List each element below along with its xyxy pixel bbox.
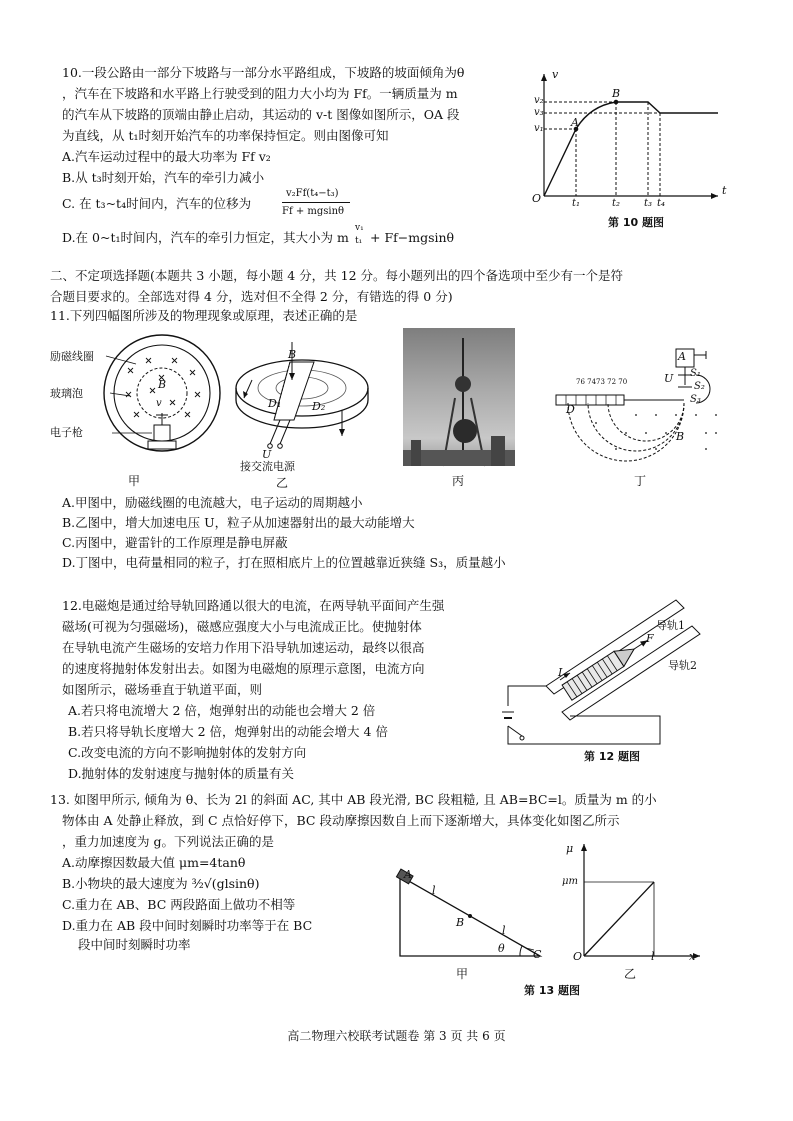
q12-force-f: F <box>646 632 654 645</box>
q10-option-d-den: t₁ <box>355 236 363 246</box>
q11-fig-jia-b: B <box>158 378 167 391</box>
q11-fig-ding-a: A <box>678 350 686 363</box>
q13-fig-jia-l1: l <box>432 884 436 897</box>
q11-fig-yi-d2: D₂ <box>312 400 326 413</box>
q10-point-a: A <box>571 116 579 129</box>
q11-fig-ding-s2: S₂ <box>694 381 705 392</box>
q13-fig-yi-graph <box>570 838 710 968</box>
q11-fig-jia-caption: 甲 <box>128 474 141 488</box>
q11-fig-yi-b: B <box>288 348 297 361</box>
q10-option-c-denominator: Ff + mgsinθ <box>282 206 345 217</box>
section2-heading-line1: 二、不定项选择题(本题共 3 小题，每小题 4 分，共 12 分。每小题列出的四个备选项中至少有一个是符 <box>50 268 624 283</box>
q11-fig-jia-coil-label: 励磁线圈 <box>50 350 94 363</box>
q13-option-d-line1: D.重力在 AB 段中间时刻瞬时功率等于在 BC <box>62 918 313 933</box>
q12-rail2-label: 导轨2 <box>668 659 697 672</box>
q10-stem-line1: 10.一段公路由一部分下坡路与一部分水平路组成，下坡路的坡面倾角为θ <box>62 65 465 80</box>
q11-fig-jia-gun-label: 电子枪 <box>50 426 83 439</box>
q13-option-c: C.重力在 AB、BC 两段路面上做功不相等 <box>62 897 296 912</box>
q11-fig-bing-caption: 丙 <box>452 474 465 488</box>
q11-fig-ding <box>556 345 726 465</box>
q10-option-a: A.汽车运动过程中的最大功率为 Ff v₂ <box>62 149 271 164</box>
q11-fig-jia-bulb-label: 玻璃泡 <box>50 387 83 400</box>
q13-fig-jia-a: A <box>404 868 412 881</box>
q12-stem-line3: 在导轨电流产生磁场的安培力作用下沿导轨加速运动，最终以很高 <box>62 640 425 655</box>
q13-figure-caption: 第 13 题图 <box>524 984 580 997</box>
q11-fig-ding-u: U <box>664 372 674 385</box>
q13-fig-jia-incline <box>392 868 552 968</box>
q11-option-a: A.甲图中，励磁线圈的电流越大，电子运动的周期越小 <box>62 495 363 510</box>
q13-stem-line3: ，重力加速度为 g。下列说法正确的是 <box>62 834 274 849</box>
q10-v3: v₃ <box>534 107 544 118</box>
q13-fig-yi-l: l <box>651 950 655 963</box>
q11-fig-yi-u: U <box>262 448 272 461</box>
q13-option-a: A.动摩擦因数最大值 μm=4tanθ <box>62 855 246 870</box>
q13-fig-jia-caption: 甲 <box>456 967 469 981</box>
q10-v1: v₁ <box>534 123 544 134</box>
page-footer: 高二物理六校联考试题卷 第 3 页 共 6 页 <box>287 1029 506 1043</box>
q11-option-d: D.丁图中，电荷量相同的粒子，打在照相底片上的位置越靠近狭缝 S₃，质量越小 <box>62 555 506 570</box>
q13-fig-yi-o: O <box>573 950 583 963</box>
q10-option-c-numerator: v₂Ff(t₄−t₃) <box>286 188 339 199</box>
q12-option-c: C.改变电流的方向不影响抛射体的发射方向 <box>68 745 307 760</box>
q13-stem-line2: 物体由 A 处静止释放，到 C 点恰好停下，BC 段动摩擦因数自上而下逐渐增大，具体变化如图乙所示 <box>62 813 620 828</box>
q10-option-b: B.从 t₃时刻开始，汽车的牵引力减小 <box>62 170 265 185</box>
q11-fig-yi <box>232 340 382 460</box>
q12-stem-line2: 磁场(可视为匀强磁场)，磁感应强度大小与电流成正比。使抛射体 <box>62 619 422 634</box>
q11-fig-ding-s1: S₁ <box>690 368 701 379</box>
q11-fig-bing-tower-photo <box>403 328 515 466</box>
q10-stem-line2: ，汽车在下坡路和水平路上行驶受到的阻力大小均为 Ff。一辆质量为 m <box>62 86 458 101</box>
q13-fig-jia-b: B <box>456 916 465 929</box>
q11-fig-yi-source: 接交流电源 <box>240 460 295 473</box>
q10-option-c: C. 在 t₃~t₄时间内，汽车的位移为 <box>62 196 252 211</box>
q10-stem-line3: 的汽车从下坡路的顶端由静止启动，其运动的 v-t 图像如图所示，OA 段 <box>62 107 460 122</box>
q11-fig-ding-d: D <box>566 403 575 416</box>
q11-fig-ding-s3: S₃ <box>690 394 701 405</box>
q10-t3: t₃ <box>644 198 653 209</box>
q10-axis-v: v <box>552 68 559 81</box>
q12-rail1-label: 导轨1 <box>656 619 685 632</box>
q12-figure-caption: 第 12 题图 <box>584 750 640 763</box>
q10-point-b: B <box>612 87 621 100</box>
q10-option-d-tail: + Ff−mgsinθ <box>370 230 455 245</box>
q11-fig-ding-b: B <box>676 430 685 443</box>
q13-fig-yi-mu: μ <box>566 842 574 855</box>
q11-stem: 11.下列四幅图所涉及的物理现象或原理，表述正确的是 <box>50 308 358 323</box>
q12-stem-line5: 如图所示，磁场垂直于轨道平面，则 <box>62 682 263 697</box>
q11-fig-ding-scale: 76 7473 72 70 <box>576 378 628 386</box>
q12-stem-line4: 的速度将抛射体发射出去。如图为电磁炮的原理示意图，电流方向 <box>62 661 425 676</box>
q12-option-b: B.若只将导轨长度增大 2 倍，炮弹射出的动能会增大 4 倍 <box>68 724 388 739</box>
q12-current-i: I <box>558 666 563 679</box>
q13-fig-jia-l2: l <box>502 924 506 937</box>
q13-fig-yi-x: x <box>689 950 696 963</box>
q10-t1: t₁ <box>572 198 581 209</box>
q10-v2: v₂ <box>534 95 544 106</box>
q13-fig-jia-theta: θ <box>498 942 505 955</box>
q13-fig-yi-mum: μm <box>562 876 578 887</box>
q10-option-d: D.在 0~t₁时间内，汽车的牵引力恒定，其大小为 m <box>62 230 349 245</box>
q11-fig-ding-caption: 丁 <box>634 474 647 488</box>
q13-fig-yi-caption: 乙 <box>624 967 637 981</box>
q13-option-b: B.小物块的最大速度为 ³⁄₂√(glsinθ) <box>62 876 260 891</box>
q12-option-a: A.若只将电流增大 2 倍，炮弹射出的动能也会增大 2 倍 <box>68 703 376 718</box>
q11-fig-jia-v: v <box>156 398 162 409</box>
q10-axis-t: t <box>722 184 727 197</box>
q10-stem-line4: 为直线，从 t₁时刻开始汽车的功率保持恒定。则由图像可知 <box>62 128 389 143</box>
q12-railgun-diagram <box>500 594 720 754</box>
q10-figure-caption: 第 10 题图 <box>608 216 664 229</box>
q10-vt-graph <box>530 70 730 210</box>
q10-t2: t₂ <box>612 198 621 209</box>
q11-option-c: C.丙图中，避雷针的工作原理是静电屏蔽 <box>62 535 288 550</box>
q13-stem-line1: 13. 如图甲所示, 倾角为 θ、长为 2l 的斜面 AC, 其中 AB 段光滑, BC 段粗糙, 且 AB=BC=l。质量为 m 的小 <box>50 792 657 807</box>
q13-option-d-line2: 段中间时刻瞬时功率 <box>78 937 191 952</box>
q12-option-d: D.抛射体的发射速度与抛射体的质量有关 <box>68 766 295 781</box>
q11-fig-yi-caption: 乙 <box>276 476 289 490</box>
q13-fig-jia-c: C <box>533 948 542 961</box>
q10-option-d-num: v₁ <box>355 223 364 233</box>
q11-option-b: B.乙图中，增大加速电压 U，粒子从加速器射出的最大动能增大 <box>62 515 415 530</box>
q10-t4: t₄ <box>657 198 666 209</box>
section2-heading-line2: 合题目要求的。全部选对得 4 分，选对但不全得 2 分，有错选的得 0 分) <box>50 289 453 304</box>
q10-origin: O <box>532 192 542 205</box>
q12-stem-line1: 12.电磁炮是通过给导轨回路通以很大的电流，在两导轨平面间产生强 <box>62 598 445 613</box>
q11-fig-yi-d1: D₁ <box>268 397 282 410</box>
